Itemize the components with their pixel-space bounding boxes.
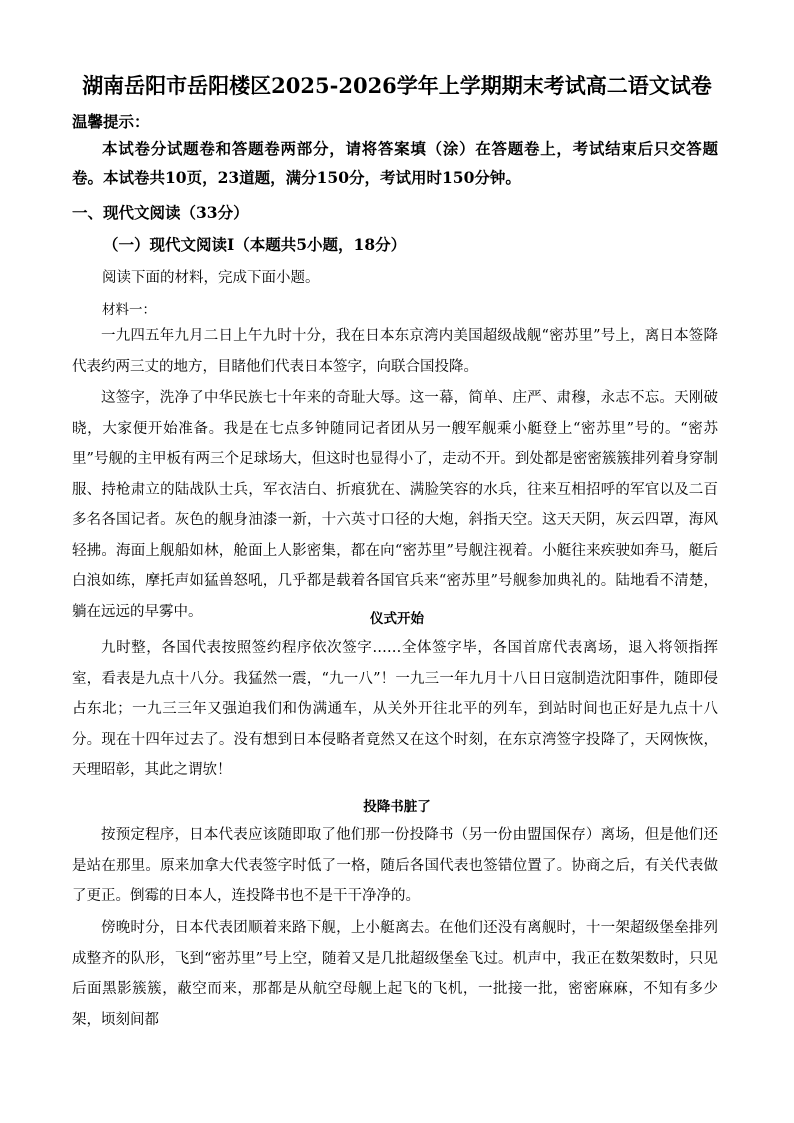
subsection-heading: （一）现代文阅读Ⅰ（本题共5小题，18分）: [103, 235, 407, 254]
article-paragraph: 这签字，洗净了中华民族七十年来的奇耻大辱。这一幕，简单、庄严、肃穆，永志不忘。天刚破晓，大家便开始准备。我是在七点多钟随同记者团从另一艘军舰乘小艇登上“密苏里”号的。“密苏里”号舰的主甲板有两三个足球场大，但这时也显得小了，走动不开。到处都是密密簇簇排列着身穿制服、持枪肃立的陆战队士兵，军衣洁白、折痕犹在、满脸笑容的水兵，往来互相招呼的军官以及二百多名各国记者。灰色的舰身油漆一新，十六英寸口径的大炮，斜指天空。这天天阴，灰云四罩，海风轻拂。海面上舰船如林，舱面上人影密集，都在向“密苏里”号舰注视着。小艇往来疾驶如奔马，艇后白浪如练，摩托声如猛兽怒吼，几乎都是载着各国官兵来“密苏里”号舰参加典礼的。陆地看不清楚，躺在远远的早雾中。: [72, 390, 718, 620]
article-paragraph: 九时整，各国代表按照签约程序依次签字……全体签字毕，各国首席代表离场，退入将领指挥室，看表是九点十八分。我猛然一震，“九一八”！一九三一年九月十八日日寇制造沈阳事件，随即侵占东北；一九三三年又强迫我们和伪满通车，从关外开往北平的列车，到站时间也正好是九点十八分。现在十四年过去了。没有想到日本侵略者竟然又在这个时刻，在东京湾签字投降了，天网恢恢，天理昭彰，其此之谓欤！: [72, 640, 718, 778]
article-paragraph: 一九四五年九月二日上午九时十分，我在日本东京湾内美国超级战舰“密苏里”号上，离日本签降代表约两三丈的地方，目睹他们代表日本签字，向联合国投降。: [72, 328, 718, 375]
article-paragraph: 傍晚时分，日本代表团顺着来路下舰，上小艇离去。在他们还没有离舰时，十一架超级堡垒排列成整齐的队形，飞到“密苏里”号上空，随着又是几批超级堡垒飞过。机声中，我正在数架数时，只见后面黑影簇簇，蔽空而来，那都是从航空母舰上起飞的飞机，一批接一批，密密麻麻，不知有多少架，顷刻间都: [72, 920, 718, 1028]
page-title: 湖南岳阳市岳阳楼区2025-2026学年上学期期末考试高二语文试卷: [82, 73, 712, 98]
notice-body: 本试卷分试题卷和答题卷两部分，请将答案填（涂）在答题卷上，考试结束后只交答题卷。本试卷共10页，23道题，满分150分，考试用时150分钟。: [72, 139, 718, 187]
instruction-text: 阅读下面的材料，完成下面小题。: [102, 270, 320, 286]
section-subhead-ceremony: 仪式开始: [370, 611, 424, 627]
material-label: 材料一：: [102, 302, 156, 318]
article-paragraph: 按预定程序，日本代表应该随即取了他们那一份投降书（另一份由盟国保存）离场，但是他们还是站在那里。原来加拿大代表签字时低了一格，随后各国代表也签错位置了。协商之后，有关代表做了更正。倒霉的日本人，连投降书也不是干干净净的。: [72, 827, 718, 904]
section-subhead-surrender: 投降书脏了: [363, 799, 431, 815]
section-heading: 一、现代文阅读（33分）: [72, 203, 249, 222]
notice-heading: 温馨提示：: [72, 112, 150, 131]
